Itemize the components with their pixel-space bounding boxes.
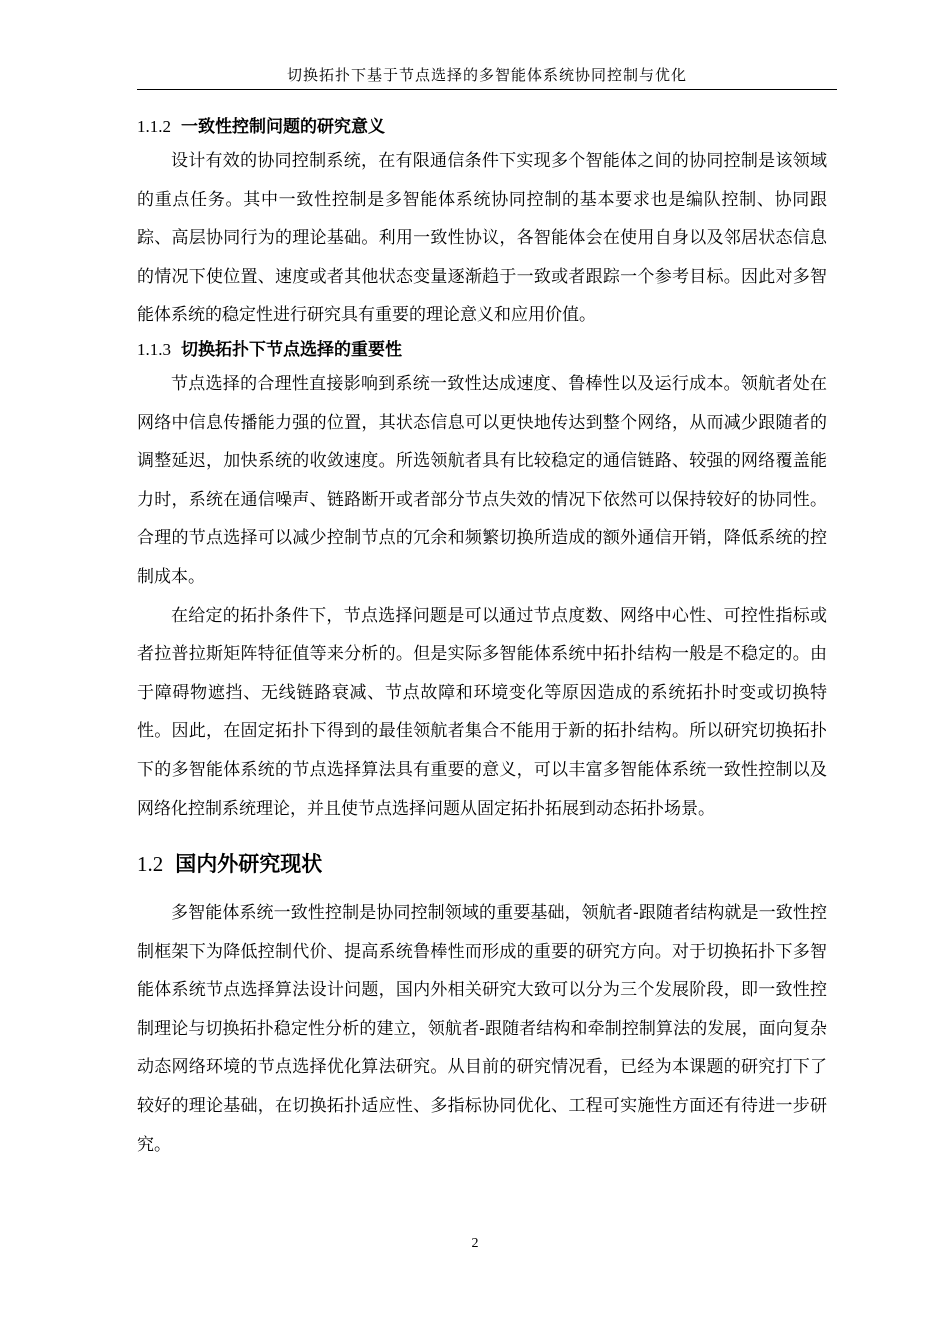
paragraph: 多智能体系统一致性控制是协同控制领域的重要基础，领航者-跟随者结构就是一致性控制框架下为降低控制代价、提高系统鲁棒性而形成的重要的研究方向。对于切换拓扑下多智能体系统节点选择算法设计问题，国内外相关研究大致可以分为三个发展阶段，即一致性控制理论与切换拓扑稳定性分析的建立，领航者-跟随者结构和牵制控制算法的发展，面向复杂动态网络环境的节点选择优化算法研究。从目前的研究情况看，已经为本课题的研究打下了较好的理论基础，在切换拓扑适应性、多指标协同优化、工程可实施性方面还有待进一步研究。: [137, 903, 827, 1155]
running-header: 切换拓扑下基于节点选择的多智能体系统协同控制与优化: [286, 66, 687, 84]
paragraph: 设计有效的协同控制系统，在有限通信条件下实现多个智能体之间的协同控制是该领域的重点任务。其中一致性控制是多智能体系统协同控制的基本要求也是编队控制、协同跟踪、高层协同行为的理论基础。利用一致性协议，各智能体会在使用自身以及邻居状态信息的情况下使位置、速度或者其他状态变量逐渐趋于一致或者跟踪一个参考目标。因此对多智能体系统的稳定性进行研究具有重要的理论意义和应用价值。: [137, 151, 827, 326]
section-heading-1-1-3: [137, 335, 827, 365]
section-heading-1-2: [137, 848, 827, 880]
section-number: 1.1.3: [137, 339, 171, 359]
page-content: [137, 112, 827, 1164]
paragraph: 节点选择的合理性直接影响到系统一致性达成速度、鲁棒性以及运行成本。领航者处在网络中信息传播能力强的位置，其状态信息可以更快地传达到整个网络，从而减少跟随者的调整延迟，加快系统的收敛速度。所选领航者具有比较稳定的通信链路、较强的网络覆盖能力时，系统在通信噪声、链路断开或者部分节点失效的情况下依然可以保持较好的协同性。合理的节点选择可以减少控制节点的冗余和频繁切换所造成的额外通信开销，降低系统的控制成本。: [137, 373, 827, 587]
section-number: 1.1.2: [137, 117, 171, 136]
section-title: 切换拓扑下节点选择的重要性: [181, 339, 402, 360]
section-title: 一致性控制问题的研究意义: [181, 117, 385, 137]
header-rule: [137, 89, 837, 90]
section-number: 1.2: [137, 852, 164, 877]
section-title: 国内外研究现状: [175, 851, 323, 877]
page-number: 2: [471, 1236, 479, 1251]
paragraph: 在给定的拓扑条件下，节点选择问题是可以通过节点度数、网络中心性、可控性指标或者拉普拉斯矩阵特征值等来分析的。但是实际多智能体系统中拓扑结构一般是不稳定的。由于障碍物遮挡、无线链路衰减、节点故障和环境变化等原因造成的系统拓扑时变或切换特性。因此，在固定拓扑下得到的最佳领航者集合不能用于新的拓扑结构。所以研究切换拓扑下的多智能体系统的节点选择算法具有重要的意义，可以丰富多智能体系统一致性控制以及网络化控制系统理论，并且使节点选择问题从固定拓扑拓展到动态拓扑场景。: [137, 605, 827, 819]
section-heading-1-1-2: [137, 112, 827, 142]
